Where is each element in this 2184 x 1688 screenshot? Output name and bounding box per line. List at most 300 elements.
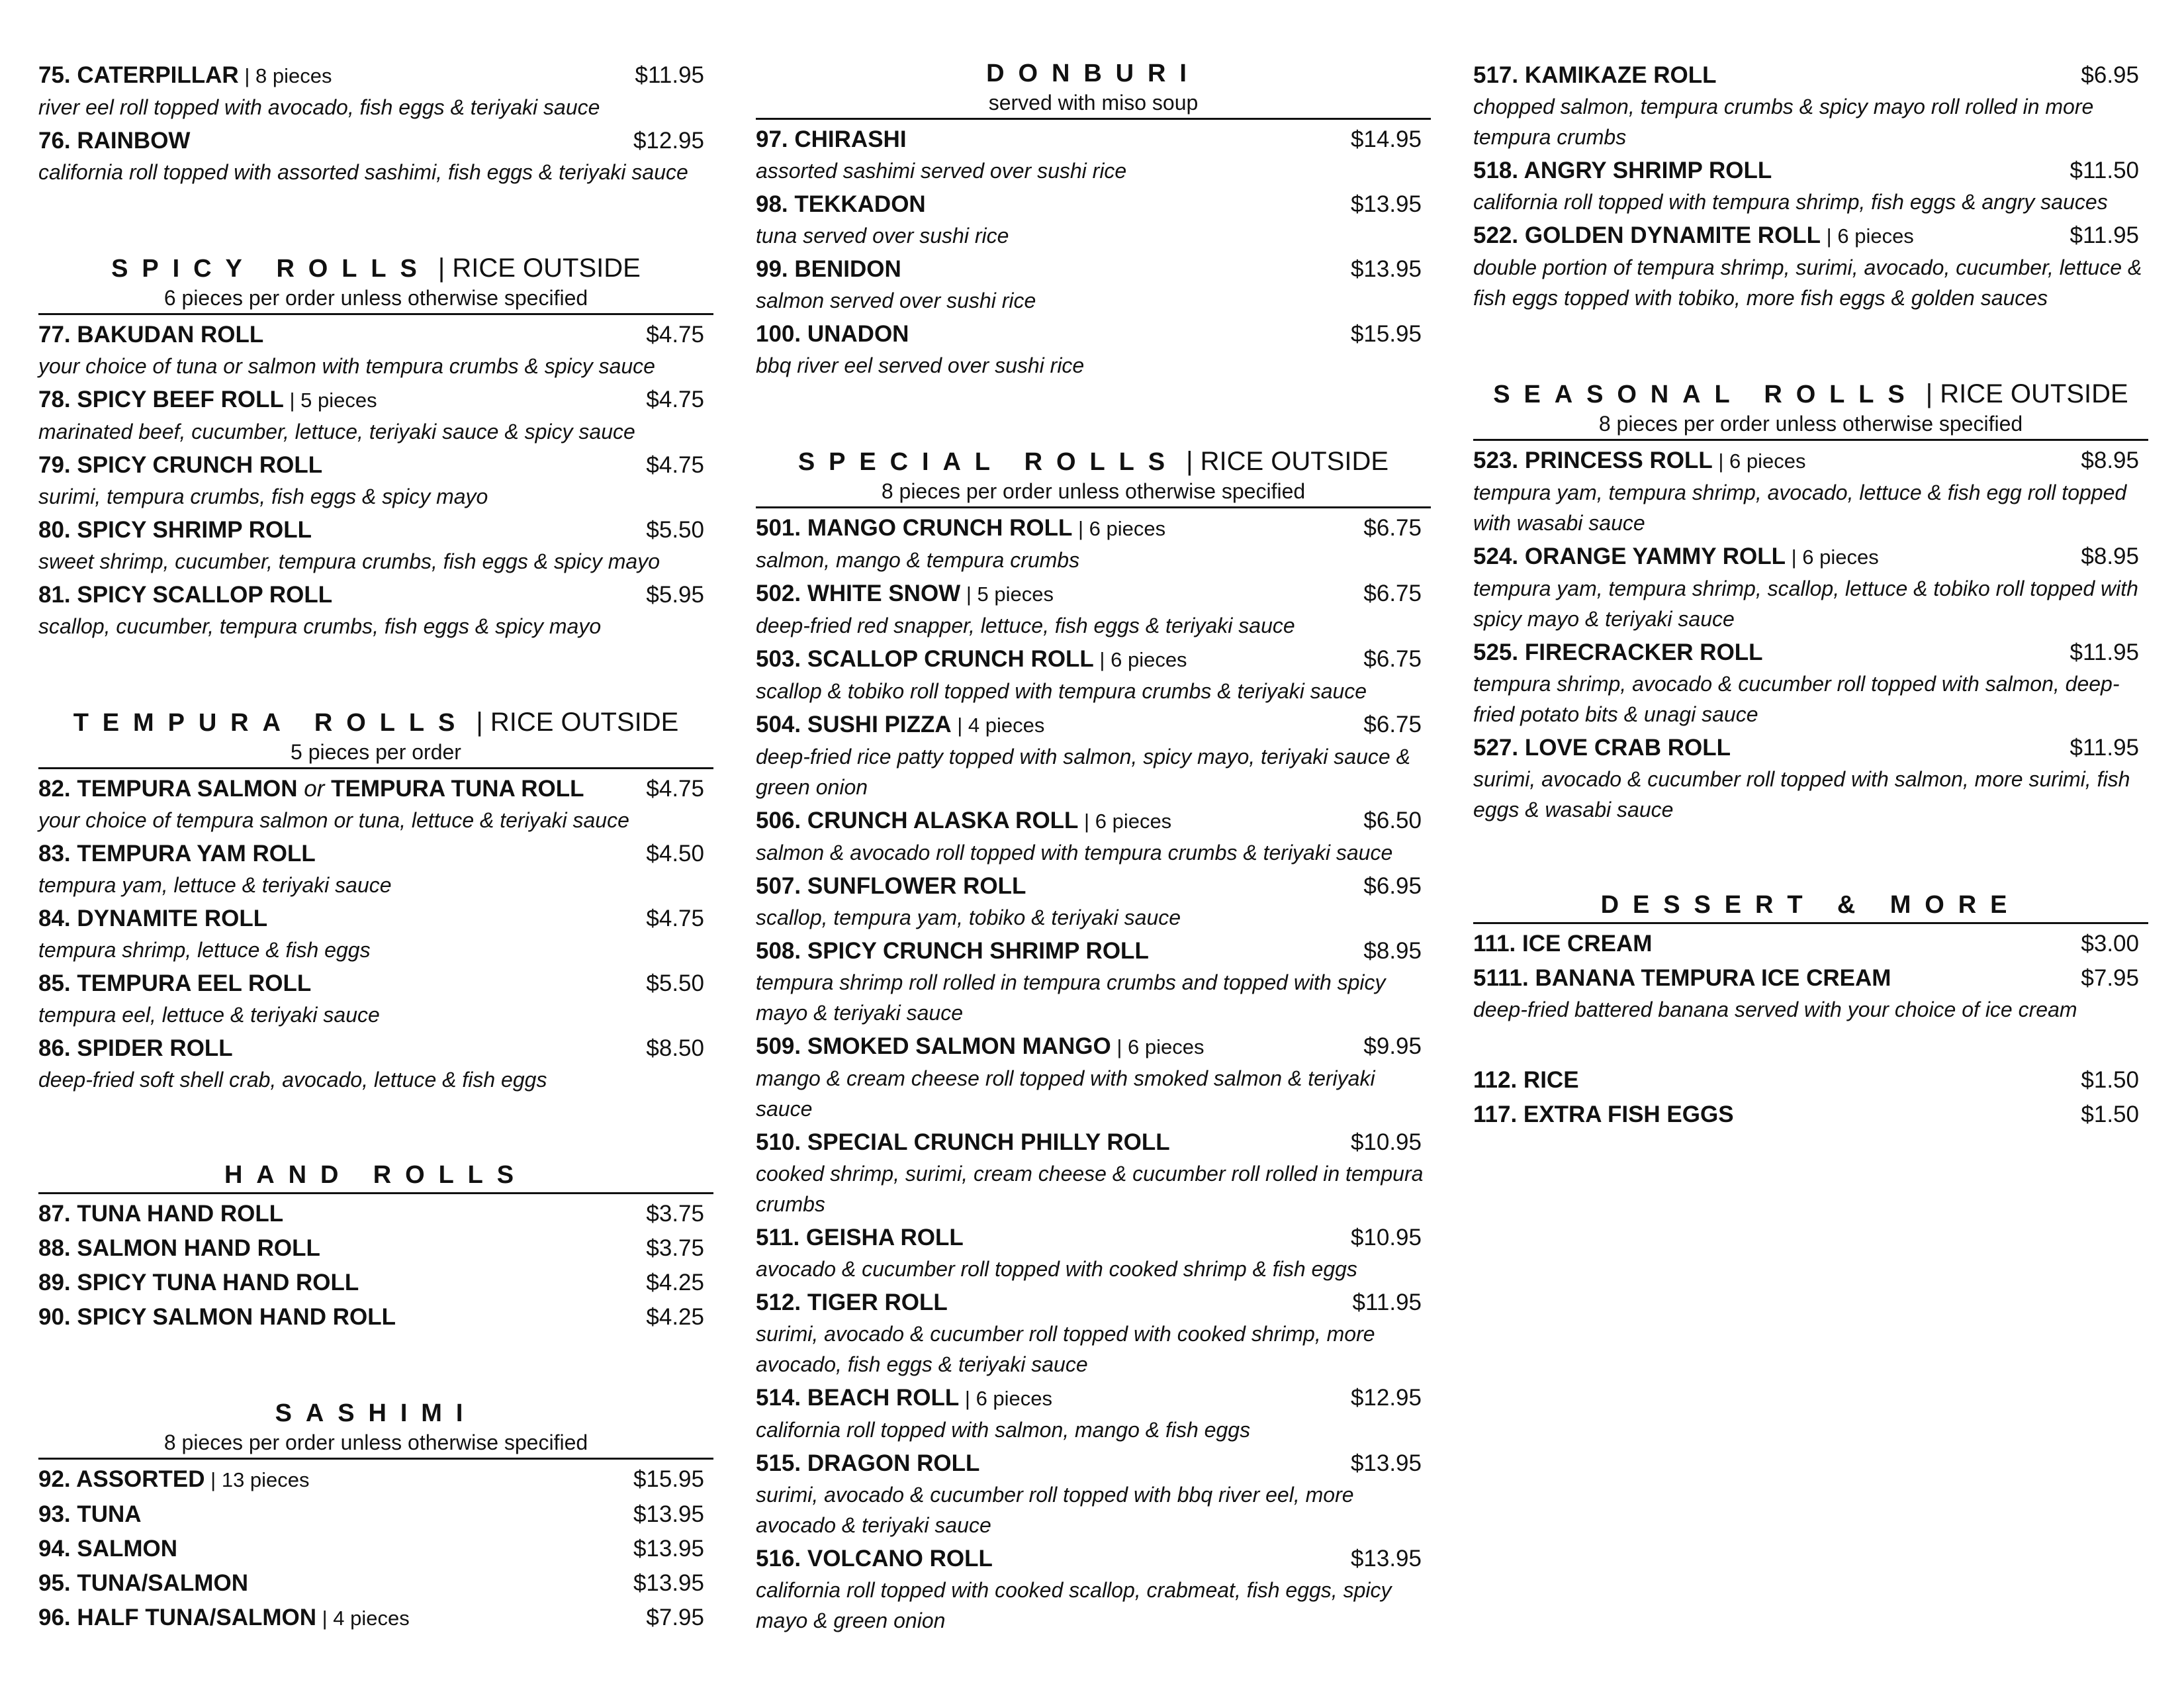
menu-item-row — [1473, 732, 2148, 764]
item-name — [756, 578, 1054, 610]
menu-item-row — [38, 903, 713, 935]
item-name-text: 518. ANGRY SHRIMP ROLL — [1473, 158, 1772, 183]
item-description: assorted sashimi served over sushi rice — [756, 159, 1127, 183]
item-description: tempura shrimp, avocado & cucumber roll topped with salmon, deep-fried potato bits & unagi sauce — [1473, 672, 2120, 726]
item-price: $5.95 — [646, 582, 704, 608]
item-price: $13.95 — [1350, 1546, 1422, 1571]
menu-item-row — [1473, 155, 2148, 187]
item-name-text: 80. SPICY SHRIMP ROLL — [38, 517, 312, 543]
menu-item — [38, 319, 713, 381]
menu-section-spicy-rolls — [38, 254, 713, 641]
pieces-separator: | — [1785, 545, 1803, 569]
item-name — [1473, 1064, 1579, 1096]
section-title: DONBURI — [986, 60, 1201, 87]
item-name — [1473, 220, 1914, 252]
item-name-text: 94. SALMON — [38, 1536, 178, 1562]
menu-section — [38, 60, 713, 187]
menu-item — [1473, 928, 2148, 960]
heading-separator: | — [1178, 447, 1201, 476]
item-description: tempura eel, lettuce & teriyaki sauce — [38, 1003, 380, 1027]
item-name — [38, 1198, 283, 1230]
menu-item — [38, 1267, 713, 1299]
menu-item-row — [756, 805, 1431, 837]
item-name-text: 511. GEISHA ROLL — [756, 1225, 964, 1250]
item-price: $11.95 — [2070, 639, 2139, 665]
item-description: salmon, mango & tempura crumbs — [756, 548, 1080, 572]
menu-item-row — [756, 1448, 1431, 1479]
menu-item — [1473, 1064, 2148, 1096]
menu-item-row — [1473, 928, 2148, 960]
item-pieces: 6 pieces — [1095, 810, 1172, 833]
menu-section-dessert-more — [1473, 891, 2148, 1131]
menu-section-seasonal-rolls — [1473, 379, 2148, 825]
item-name-text: 76. RAINBOW — [38, 128, 191, 154]
item-name-text: 89. SPICY TUNA HAND ROLL — [38, 1270, 359, 1295]
item-description: salmon & avocado roll topped with tempura crumbs & teriyaki sauce — [756, 841, 1393, 865]
menu-item — [756, 189, 1431, 251]
item-name-text: 504. SUSHI PIZZA — [756, 712, 952, 737]
item-price: $4.75 — [646, 906, 704, 931]
menu-item-row — [756, 254, 1431, 285]
item-description: surimi, tempura crumbs, fish eggs & spicy mayo — [38, 485, 488, 508]
item-description: deep-fried soft shell crab, avocado, lettuce & fish eggs — [38, 1068, 547, 1092]
item-description: deep-fried battered banana served with your choice of ice cream — [1473, 998, 2077, 1021]
item-price: $4.50 — [646, 841, 704, 867]
section-subtitle: served with miso soup — [988, 91, 1199, 115]
item-name — [38, 968, 311, 1000]
item-description: salmon served over sushi rice — [756, 289, 1036, 312]
item-name — [38, 514, 312, 546]
item-description: tempura yam, tempura shrimp, scallop, lettuce & tobiko roll topped with spicy mayo & teriyaki sauce — [1473, 577, 2138, 631]
item-price: $13.95 — [1350, 191, 1422, 217]
item-price: $5.50 — [646, 517, 704, 543]
menu-item-row — [38, 1464, 713, 1496]
section-subtitle: 6 pieces per order unless otherwise specified — [163, 286, 588, 310]
menu-item-row — [38, 773, 713, 805]
item-pieces: 6 pieces — [1089, 517, 1166, 540]
menu-item — [756, 124, 1431, 186]
item-price: $6.75 — [1363, 581, 1422, 606]
menu-item — [756, 1543, 1431, 1636]
item-pieces: 6 pieces — [1729, 449, 1806, 473]
section-title: SEASONAL ROLLS — [1493, 381, 1919, 408]
heading-separator: | — [469, 708, 490, 737]
menu-item-row — [38, 384, 713, 416]
menu-item-row — [1473, 445, 2148, 477]
item-description: scallop, cucumber, tempura crumbs, fish eggs & spicy mayo — [38, 614, 602, 638]
menu-item-row — [38, 1568, 713, 1599]
menu-item — [1473, 60, 2148, 152]
menu-item — [1473, 541, 2148, 634]
menu-section-donburi — [756, 60, 1431, 381]
section-title: DESSERT & MORE — [1600, 891, 2021, 919]
item-price: $4.75 — [646, 387, 704, 412]
item-pieces: 4 pieces — [968, 714, 1045, 737]
item-price: $8.95 — [2081, 543, 2139, 569]
item-name-text: 514. BEACH ROLL — [756, 1385, 960, 1411]
menu-item — [756, 254, 1431, 316]
item-name — [756, 805, 1171, 837]
menu-item — [756, 1127, 1431, 1219]
section-divider — [38, 313, 713, 315]
item-name-or: or — [304, 776, 325, 802]
item-name-text: 79. SPICY CRUNCH ROLL — [38, 452, 323, 478]
menu-item — [38, 1033, 713, 1095]
item-description: scallop & tobiko roll topped with tempura crumbs & teriyaki sauce — [756, 679, 1367, 703]
menu-item — [38, 514, 713, 577]
item-name-text: 98. TEKKADON — [756, 191, 926, 217]
menu-item — [38, 773, 713, 835]
menu-item-row — [38, 1198, 713, 1230]
menu-item-row — [38, 514, 713, 546]
item-price: $13.95 — [1350, 256, 1422, 282]
item-name — [38, 1464, 310, 1496]
item-price: $4.75 — [646, 322, 704, 348]
item-price: $11.50 — [2070, 158, 2139, 183]
menu-item-row — [38, 319, 713, 351]
pieces-separator: | — [1093, 648, 1111, 671]
item-description: mango & cream cheese roll topped with smoked salmon & teriyaki sauce — [756, 1066, 1375, 1121]
pieces-separator: | — [960, 583, 978, 606]
section-heading — [1473, 891, 2148, 919]
item-price: $4.75 — [646, 776, 704, 802]
menu-item — [756, 709, 1431, 802]
section-subtitle: 8 pieces per order unless otherwise specified — [163, 1430, 588, 1454]
item-description: your choice of tuna or salmon with tempura crumbs & spicy sauce — [38, 354, 655, 378]
menu-item-row — [38, 968, 713, 1000]
menu-item-row — [1473, 1099, 2148, 1131]
item-price: $10.95 — [1350, 1225, 1422, 1250]
menu-item — [38, 579, 713, 641]
item-price: $13.95 — [633, 1501, 704, 1527]
item-price: $7.95 — [2081, 965, 2139, 991]
menu-item-row — [756, 643, 1431, 676]
item-description: deep-fried rice patty topped with salmon, spicy mayo, teriyaki sauce & green onion — [756, 745, 1410, 799]
item-price: $9.95 — [1363, 1033, 1422, 1059]
item-name-text: 515. DRAGON ROLL — [756, 1450, 980, 1476]
menu-item — [38, 449, 713, 512]
menu-item — [1473, 1099, 2148, 1131]
item-name-alt: TEMPURA TUNA ROLL — [331, 776, 584, 802]
section-heading — [756, 447, 1431, 477]
menu-item-row — [38, 449, 713, 481]
item-name-text: 524. ORANGE YAMMY ROLL — [1473, 543, 1786, 569]
pieces-separator: | — [1821, 224, 1838, 248]
section-subtitle: 8 pieces per order unless otherwise specified — [881, 479, 1306, 503]
item-name-text: 82. TEMPURA SALMON — [38, 776, 298, 802]
item-price: $10.95 — [1350, 1129, 1422, 1155]
item-name — [756, 1031, 1204, 1063]
section-heading — [38, 1161, 713, 1190]
item-name — [1473, 732, 1731, 764]
item-name-text: 516. VOLCANO ROLL — [756, 1546, 993, 1571]
item-name-text: 523. PRINCESS ROLL — [1473, 447, 1713, 473]
section-divider — [756, 118, 1431, 120]
item-name — [38, 60, 332, 92]
menu-item — [756, 1382, 1431, 1445]
item-name-text: 95. TUNA/SALMON — [38, 1570, 248, 1596]
menu-item — [38, 838, 713, 900]
menu-item-row — [38, 1233, 713, 1264]
item-name-text: 525. FIRECRACKER ROLL — [1473, 639, 1763, 665]
item-name-text: 510. SPECIAL CRUNCH PHILLY ROLL — [756, 1129, 1170, 1155]
item-description: tuna served over sushi rice — [756, 224, 1009, 248]
menu-item-row — [1473, 637, 2148, 669]
item-description: california roll topped with assorted sashimi, fish eggs & teriyaki sauce — [38, 160, 688, 184]
menu-item-row — [756, 1287, 1431, 1319]
item-description: surimi, avocado & cucumber roll topped with bbq river eel, more avocado & teriyaki sauce — [756, 1483, 1354, 1537]
menu-item — [38, 125, 713, 187]
menu-item-row — [38, 125, 713, 157]
pieces-separator: | — [316, 1607, 334, 1630]
item-description: marinated beef, cucumber, lettuce, teriyaki sauce & spicy sauce — [38, 420, 635, 444]
item-pieces: 6 pieces — [1802, 545, 1879, 569]
item-name-text: 93. TUNA — [38, 1501, 142, 1527]
section-divider — [756, 506, 1431, 508]
item-name — [1473, 637, 1763, 669]
item-name-text: 517. KAMIKAZE ROLL — [1473, 62, 1717, 88]
menu-section-special-rolls — [756, 447, 1431, 1636]
item-pieces: 4 pieces — [333, 1607, 410, 1630]
item-price: $7.95 — [646, 1605, 704, 1630]
section-title: SASHIMI — [275, 1399, 477, 1427]
item-name — [38, 1602, 410, 1634]
menu-item-row — [756, 1543, 1431, 1575]
item-name — [1473, 928, 1652, 960]
item-name — [38, 1033, 233, 1064]
pieces-separator: | — [283, 389, 301, 412]
item-name-text: 83. TEMPURA YAM ROLL — [38, 841, 316, 867]
item-pieces: 6 pieces — [1837, 224, 1914, 248]
item-pieces: 13 pieces — [221, 1468, 310, 1491]
item-name — [756, 189, 926, 220]
section-divider — [38, 1458, 713, 1460]
menu-item-row — [1473, 962, 2148, 994]
item-name-text: 5111. BANANA TEMPURA ICE CREAM — [1473, 965, 1891, 991]
menu-item-row — [756, 1222, 1431, 1254]
item-name-text: 502. WHITE SNOW — [756, 581, 961, 606]
section-heading — [38, 1399, 713, 1428]
pieces-separator: | — [1072, 517, 1089, 540]
pieces-separator: | — [951, 714, 968, 737]
menu-item-row — [756, 1382, 1431, 1415]
item-pieces: 8 pieces — [255, 64, 332, 87]
section-subtitle: 5 pieces per order — [291, 740, 461, 764]
item-price: $4.25 — [646, 1270, 704, 1295]
menu-item-row — [756, 189, 1431, 220]
menu-item-row — [756, 709, 1431, 741]
item-name-text: 508. SPICY CRUNCH SHRIMP ROLL — [756, 938, 1149, 964]
item-price: $11.95 — [635, 62, 704, 88]
menu-item-row — [38, 1033, 713, 1064]
item-description: river eel roll topped with avocado, fish eggs & teriyaki sauce — [38, 95, 600, 119]
item-description: chopped salmon, tempura crumbs & spicy mayo roll rolled in more tempura crumbs — [1473, 95, 2094, 149]
item-name-text: 509. SMOKED SALMON MANGO — [756, 1033, 1111, 1059]
item-name-text: 85. TEMPURA EEL ROLL — [38, 970, 312, 996]
item-name-text: 81. SPICY SCALLOP ROLL — [38, 582, 333, 608]
item-name-text: 506. CRUNCH ALASKA ROLL — [756, 808, 1079, 833]
item-pieces: 6 pieces — [1128, 1035, 1205, 1058]
pieces-separator: | — [205, 1468, 222, 1491]
menu-item — [1473, 220, 2148, 313]
section-divider — [38, 767, 713, 769]
menu-item — [1473, 445, 2148, 538]
menu-section-sashimi — [38, 1399, 713, 1634]
menu-item — [38, 903, 713, 965]
section-title-suffix: RICE OUTSIDE — [1200, 447, 1389, 476]
item-price: $13.95 — [633, 1570, 704, 1596]
item-price: $4.75 — [646, 452, 704, 478]
item-name — [756, 124, 907, 156]
pieces-separator: | — [1078, 810, 1095, 833]
item-description: deep-fried red snapper, lettuce, fish eggs & teriyaki sauce — [756, 614, 1295, 637]
item-name — [756, 643, 1187, 676]
item-price: $12.95 — [633, 128, 704, 154]
item-description: california roll topped with salmon, mango & fish eggs — [756, 1418, 1251, 1442]
menu-item-row — [756, 578, 1431, 610]
item-name-text: 88. SALMON HAND ROLL — [38, 1235, 320, 1261]
item-name-text: 100. UNADON — [756, 321, 909, 347]
item-description: double portion of tempura shrimp, surimi, avocado, cucumber, lettuce & fish eggs topped with tobiko, more fish eggs & golden sauces — [1473, 256, 2142, 310]
section-title-suffix: RICE OUTSIDE — [1940, 379, 2128, 408]
menu-item-row — [38, 1533, 713, 1565]
item-pieces: 5 pieces — [300, 389, 377, 412]
item-price: $15.95 — [1350, 321, 1422, 347]
item-pieces: 6 pieces — [1111, 648, 1187, 671]
item-name — [38, 1499, 142, 1530]
menu-item — [38, 1533, 713, 1565]
item-pieces: 6 pieces — [976, 1387, 1053, 1410]
item-name — [38, 773, 584, 805]
menu-item — [1473, 732, 2148, 825]
item-description: cooked shrimp, surimi, cream cheese & cucumber roll rolled in tempura crumbs — [756, 1162, 1424, 1216]
item-price: $3.00 — [2081, 931, 2139, 957]
menu-item-row — [756, 124, 1431, 156]
item-price: $11.95 — [1352, 1289, 1422, 1315]
item-price: $6.95 — [2081, 62, 2139, 88]
section-heading — [756, 60, 1431, 88]
item-name — [1473, 1099, 1734, 1131]
item-description: california roll topped with tempura shrimp, fish eggs & angry sauces — [1473, 190, 2108, 214]
item-description: your choice of tempura salmon or tuna, lettuce & teriyaki sauce — [38, 808, 629, 832]
menu-item — [1473, 962, 2148, 1025]
menu-item — [38, 1499, 713, 1530]
item-name-text: 501. MANGO CRUNCH ROLL — [756, 515, 1073, 541]
item-description: surimi, avocado & cucumber roll topped with cooked shrimp, more avocado, fish eggs & teriyaki sauce — [756, 1322, 1375, 1376]
item-description: tempura shrimp roll rolled in tempura crumbs and topped with spicy mayo & teriyaki sauce — [756, 970, 1386, 1025]
item-price: $3.75 — [646, 1235, 704, 1261]
item-price: $13.95 — [633, 1536, 704, 1562]
menu-item-row — [1473, 541, 2148, 573]
item-name-text: 97. CHIRASHI — [756, 126, 907, 152]
item-name-text: 507. SUNFLOWER ROLL — [756, 873, 1026, 899]
section-title: SPICY ROLLS — [111, 255, 431, 283]
menu-item — [38, 1301, 713, 1333]
heading-separator: | — [1918, 379, 1940, 408]
item-price: $14.95 — [1350, 126, 1422, 152]
item-price: $15.95 — [633, 1466, 704, 1492]
item-name — [1473, 541, 1879, 573]
item-name — [756, 1127, 1170, 1158]
item-name-text: 111. ICE CREAM — [1473, 931, 1653, 957]
menu-item — [756, 805, 1431, 868]
menu-item-row — [756, 318, 1431, 350]
menu-item-row — [38, 1301, 713, 1333]
menu-item — [756, 870, 1431, 933]
item-price: $5.50 — [646, 970, 704, 996]
menu-item-row — [38, 1602, 713, 1634]
item-price: $1.50 — [2081, 1067, 2139, 1093]
item-name — [756, 709, 1044, 741]
item-description: tempura shrimp, lettuce & fish eggs — [38, 938, 371, 962]
item-description: avocado & cucumber roll topped with cooked shrimp & fish eggs — [756, 1257, 1357, 1281]
menu-item-row — [756, 512, 1431, 545]
item-price: $6.50 — [1363, 808, 1422, 833]
heading-separator: | — [430, 254, 453, 283]
item-description: sweet shrimp, cucumber, tempura crumbs, fish eggs & spicy mayo — [38, 549, 660, 573]
item-name-text: 84. DYNAMITE ROLL — [38, 906, 268, 931]
menu-item — [756, 1222, 1431, 1284]
section-heading — [38, 254, 713, 283]
item-name — [756, 1543, 993, 1575]
item-name — [38, 1568, 248, 1599]
item-price: $8.95 — [2081, 447, 2139, 473]
item-price: $1.50 — [2081, 1102, 2139, 1127]
menu-item — [756, 318, 1431, 381]
menu-item — [38, 968, 713, 1030]
section-title: HAND ROLLS — [224, 1161, 528, 1189]
item-name — [756, 1287, 948, 1319]
section-title-suffix: RICE OUTSIDE — [452, 254, 641, 283]
section-subtitle: 8 pieces per order unless otherwise specified — [1598, 412, 2023, 436]
menu-item-row — [1473, 60, 2148, 91]
menu-item — [38, 60, 713, 122]
item-description: tempura yam, lettuce & teriyaki sauce — [38, 873, 392, 897]
menu-item — [38, 1568, 713, 1599]
menu-item — [756, 1031, 1431, 1124]
menu-item — [1473, 155, 2148, 217]
item-name-text: 86. SPIDER ROLL — [38, 1035, 233, 1061]
menu-item-row — [756, 1127, 1431, 1158]
item-name-text: 75. CATERPILLAR — [38, 62, 239, 88]
item-name-text: 92. ASSORTED — [38, 1466, 205, 1492]
item-name — [756, 318, 909, 350]
menu-item — [38, 1464, 713, 1496]
item-name — [1473, 155, 1772, 187]
menu-section-hand-rolls — [38, 1161, 713, 1333]
section-title-suffix: RICE OUTSIDE — [490, 708, 679, 737]
item-name — [38, 1301, 396, 1333]
item-price: $6.95 — [1363, 873, 1422, 899]
pieces-separator: | — [1111, 1035, 1128, 1058]
pieces-separator: | — [959, 1387, 976, 1410]
item-name — [38, 449, 322, 481]
section-heading — [38, 708, 713, 737]
menu-item — [756, 935, 1431, 1028]
menu-item-row — [1473, 1064, 2148, 1096]
menu-item-row — [38, 579, 713, 611]
section-heading — [1473, 379, 2148, 409]
item-name — [38, 1533, 177, 1565]
menu-section — [1473, 60, 2148, 313]
item-name — [756, 935, 1149, 967]
item-description: tempura yam, tempura shrimp, avocado, lettuce & fish egg roll topped with wasabi sauce — [1473, 481, 2127, 535]
item-description: surimi, avocado & cucumber roll topped with salmon, more surimi, fish eggs & wasabi sauce — [1473, 767, 2130, 821]
item-name-text: 112. RICE — [1473, 1067, 1579, 1093]
item-name-text: 90. SPICY SALMON HAND ROLL — [38, 1304, 396, 1330]
item-price: $11.95 — [2070, 222, 2139, 248]
menu-column-3 — [1473, 60, 2148, 1133]
